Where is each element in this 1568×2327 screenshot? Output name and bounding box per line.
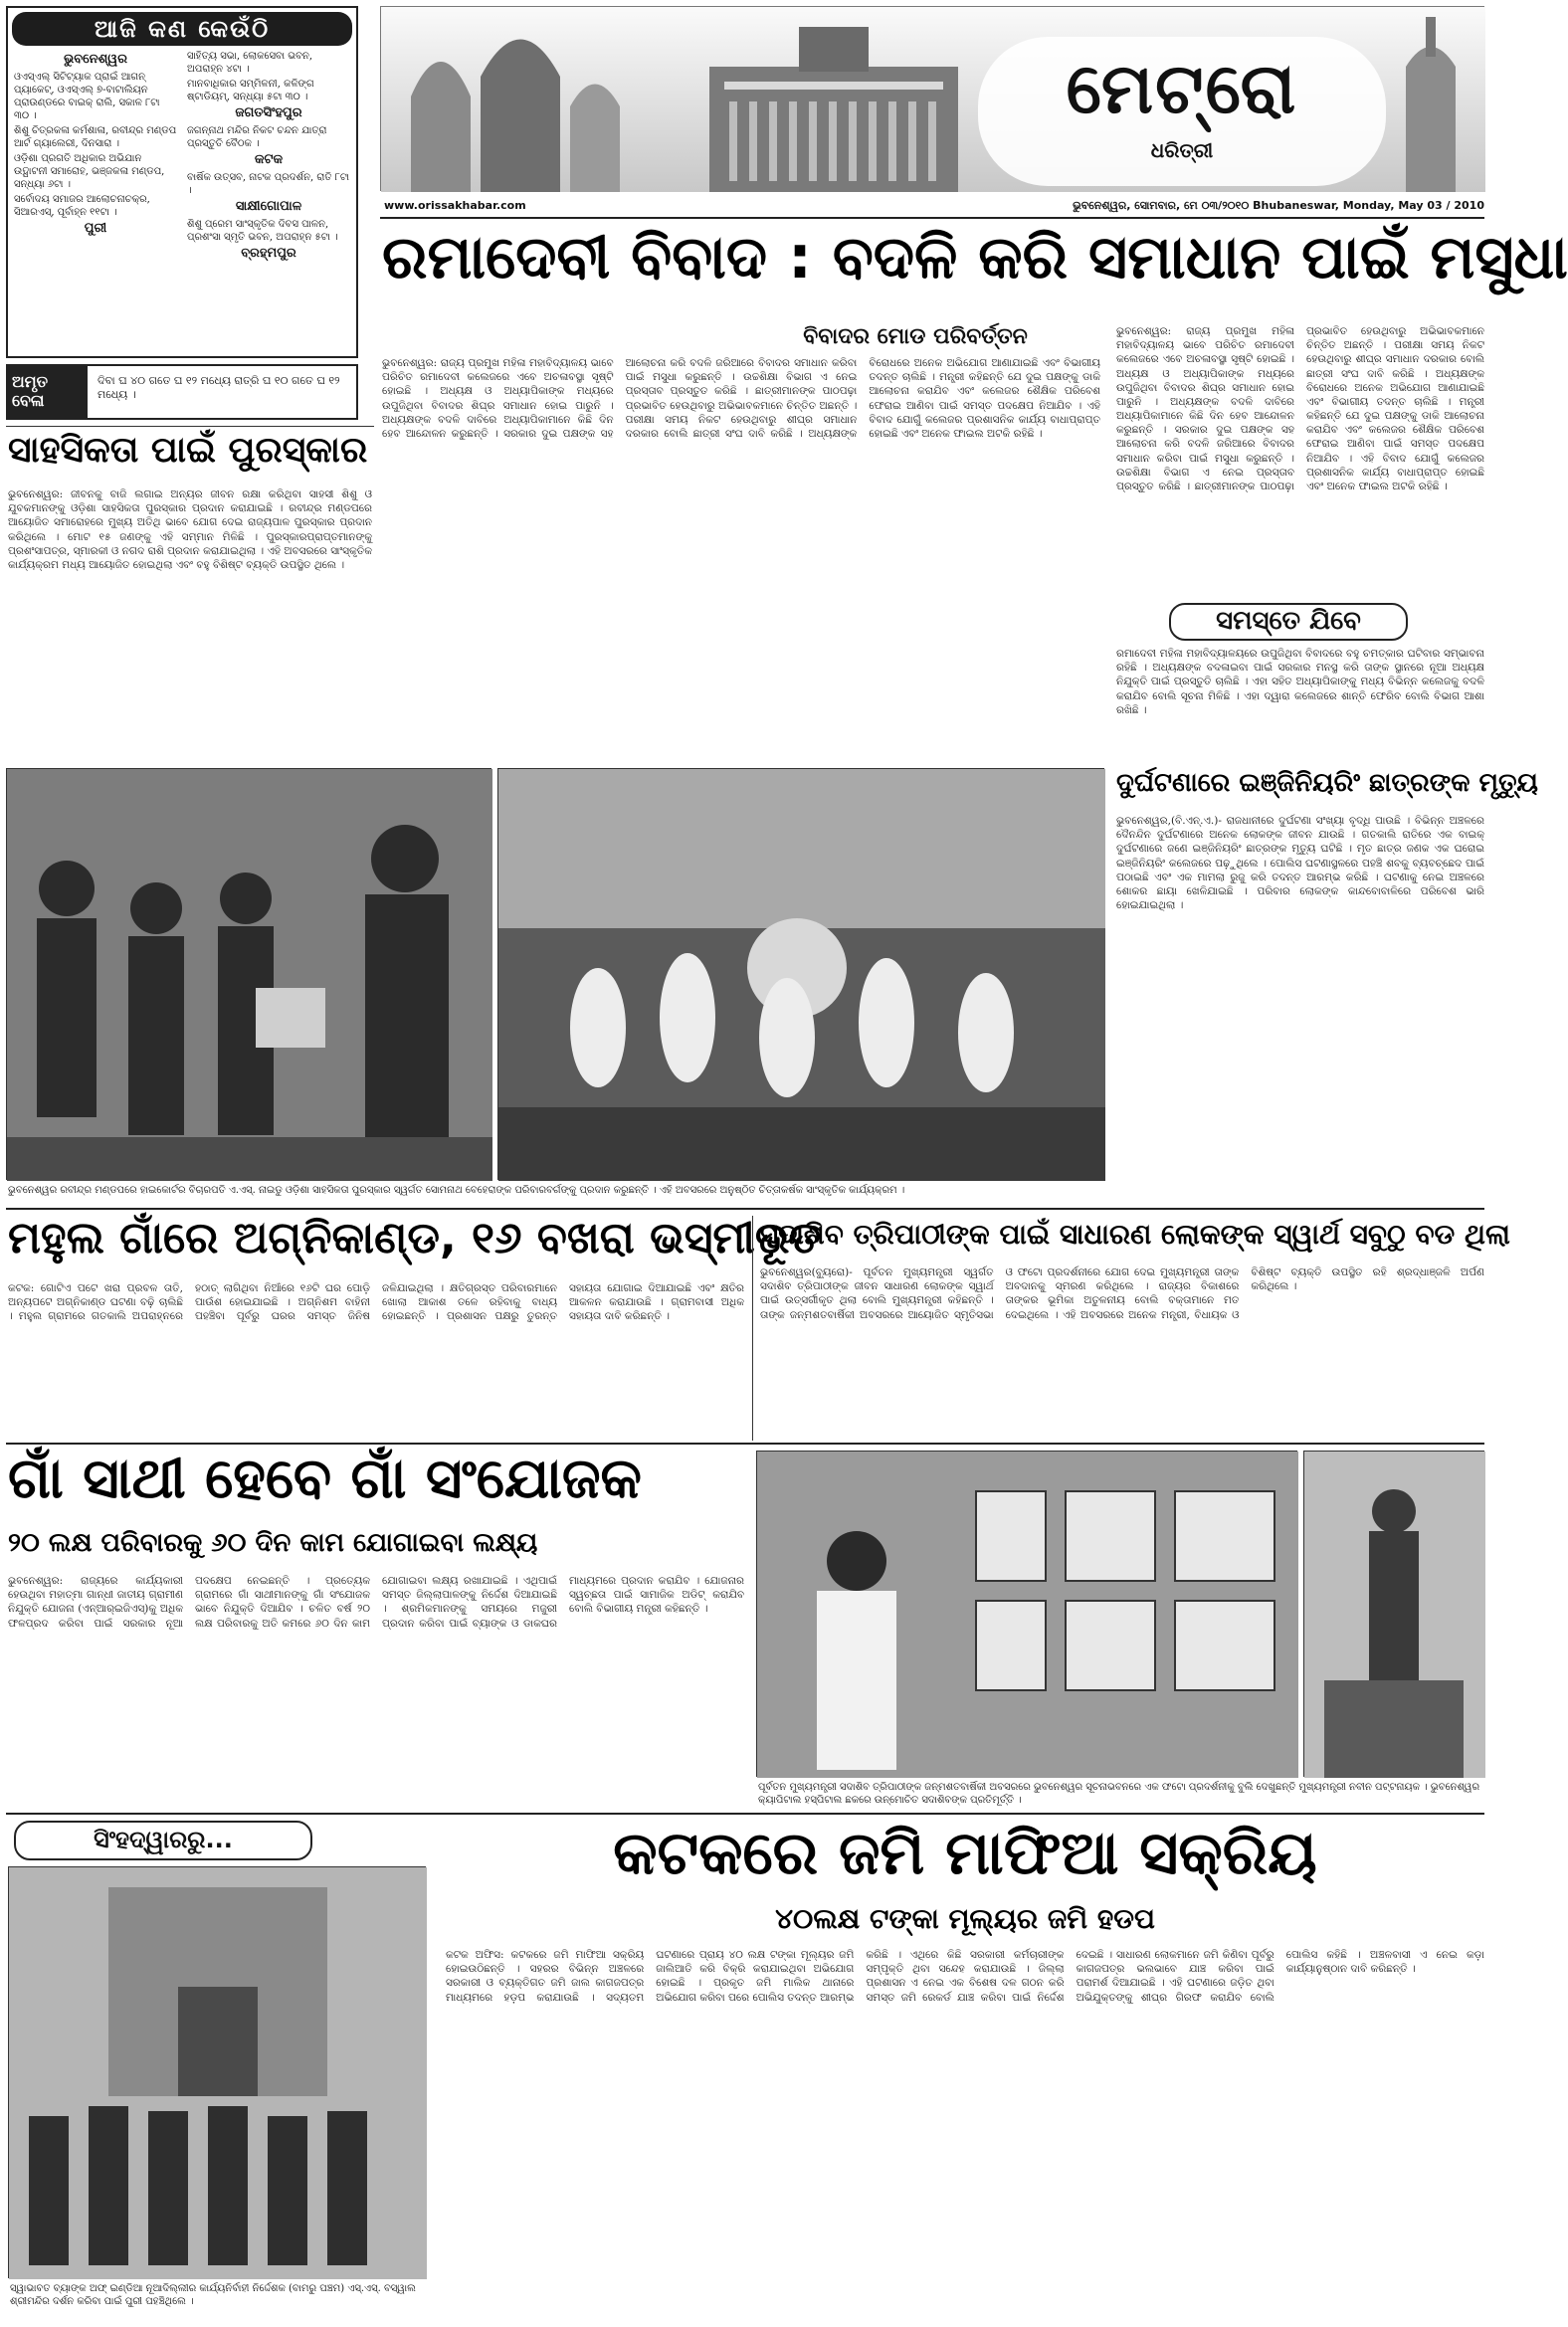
samaste-label: ସମସ୍ତେ ଯିବେ: [1169, 603, 1408, 641]
sahasikata-body: ଭୁବନେଶ୍ୱର: ଜୀବନକୁ ବାଜି ଲଗାଇ ଅନ୍ୟର ଜୀବନ ରକ୍ଷା କରିଥିବା ସାହସୀ ଶିଶୁ ଓ ଯୁବକମାନଙ୍କୁ ଓଡ଼ିଶା ସାହସିକତା ପୁରସ୍କାର ପ୍ରଦାନ କରାଯାଇଛି । ରବୀନ୍ଦ୍ର ମଣ୍ଡପରେ ଆୟୋଜିତ ସମାରୋହରେ ମୁଖ୍ୟ ଅତିଥି ଭାବେ ଯୋଗ ଦେଇ ରାଜ୍ୟପାଳ ପୁରସ୍କାର ପ୍ରଦାନ କରିଥିଲେ । ମୋଟ ୧୫ ଜଣଙ୍କୁ ଏହି ସମ୍ମାନ ମିଳିଛି । ପୁରସ୍କାରପ୍ରାପ୍ତମାନଙ୍କୁ ପ୍ରଶଂସାପତ୍ର, ସ୍ମାରକୀ ଓ ନଗଦ ରାଶି ପ୍ରଦାନ କରାଯାଇଥିଲା । ଏହି ଅବସରରେ ସାଂସ୍କୃତିକ କାର୍ଯ୍ୟକ୍ରମ ମଧ୍ୟ ଆୟୋଜିତ ହୋଇଥିଲା ଏବଂ ବହୁ ବିଶିଷ୍ଟ ବ୍ୟକ୍ତି ଉପସ୍ଥିତ ଥିଲେ ।: [8, 488, 372, 571]
event-item: ସର୍ବୋଦୟ ସମାଜର ଆଲୋଚନାଚକ୍ର, ସିଆରଏସ୍, ପୂର୍ବାହ୍ନ ୧୧ଟା ।: [14, 193, 150, 218]
mahula-headline: ମହୁଲ ଗାଁରେ ଅଗ୍ନିକାଣ୍ଡ, ୧୬ ବଖରା ଭସ୍ମୀଭୂତ: [8, 1213, 821, 1263]
sadashiv-headline: ସଦାଶିବ ତ୍ରିପାଠୀଙ୍କ ପାଇଁ ସାଧାରଣ ଲୋକଙ୍କ ସ୍ୱାର୍ଥ ସବୁଠୁ ବଡ ଥିଲା: [760, 1218, 1510, 1251]
divider: [6, 426, 374, 427]
cm-exhibition-photo: [756, 1451, 1297, 1777]
samaste-body: ରମାଦେବୀ ମହିଳା ମହାବିଦ୍ୟାଳୟରେ ଉପୁଜିଥିବା ବିବାଦରେ ବହୁ ଚମତ୍କାର ଘଟିବାର ସମ୍ଭାବନା ରହିଛି । ଅଧ୍ୟକ୍ଷଙ୍କ ବଦଳାଇବା ପାଇଁ ସରକାର ମନସ୍ଥ କରି ତାଙ୍କ ସ୍ଥାନରେ ନୂଆ ଅଧ୍ୟକ୍ଷ ନିଯୁକ୍ତି ପାଇଁ ପ୍ରସ୍ତୁତି ଚାଲିଛି । ଏହା ସହିତ ଅଧ୍ୟାପିକାଙ୍କୁ ମଧ୍ୟ ବିଭିନ୍ନ କଲେଜକୁ ବଦଳି କରାଯିବ ବୋଲି ସୂଚନା ମିଳିଛି । ଏହା ଦ୍ୱାରା କଲେଜରେ ଶାନ୍ତି ଫେରିବ ବୋଲି ବିଭାଗ ଆଶା ରଖିଛି ।: [1116, 648, 1484, 716]
singhadwara-photo: [8, 1866, 426, 2278]
cm-photo-caption: ପୂର୍ବତନ ମୁଖ୍ୟମନ୍ତ୍ରୀ ସଦାଶିବ ତ୍ରିପାଠୀଙ୍କ ଜନ୍ମଶତବାର୍ଷିକୀ ଅବସରରେ ଭୁବନେଶ୍ୱର ସୂଚନାଭବନରେ ଏକ ଫଟୋ ପ୍ରଦର୍ଶନୀକୁ ବୁଲି ଦେଖୁଛନ୍ତି ମୁଖ୍ୟମନ୍ତ୍ରୀ ନବୀନ ପଟ୍ଟନାୟକ । ଭୁବନେଶ୍ୱର କ୍ୟାପିଟାଲ ହସ୍ପିଟାଲ ଛକରେ ଉନ୍ମୋଚିତ ସଦାଶିବଙ୍କ ପ୍ରତିମୂର୍ତ୍ତି ।: [758, 1782, 1480, 1806]
mahula-body: କଟକ: ଗୋଟିଏ ପଟେ ଖରା ପ୍ରବଳ ତାତି, ଅନ୍ୟପଟେ ଅଗ୍ନିକାଣ୍ଡ ଘଟଣା ବଢ଼ି ଚାଲିଛି । ମହୁଲ ଗ୍ରାମରେ ଗତକାଲି ଅପରାହ୍ନରେ ହଠାତ୍ ଲାଗିଥିବା ନିଆଁରେ ୧୬ଟି ଘର ପୋଡ଼ି ପାଉଁଶ ହୋଇଯାଇଛି । ଅଗ୍ନିଶମ ବାହିନୀ ପହଞ୍ଚିବା ପୂର୍ବରୁ ଘରର ସମସ୍ତ ଜିନିଷ ଜଳିଯାଇଥିଲା । କ୍ଷତିଗ୍ରସ୍ତ ପରିବାରମାନେ ଖୋଲା ଆକାଶ ତଳେ ରହିବାକୁ ବାଧ୍ୟ ହୋଇଛନ୍ତି । ପ୍ରଶାସନ ପକ୍ଷରୁ ତୁରନ୍ତ ସହାୟତା ଯୋଗାଇ ଦିଆଯାଇଛି ଏବଂ କ୍ଷତିର ଆକଳନ କରାଯାଉଛି । ଗ୍ରାମବାସୀ ଅଧିକ ସହାୟତା ଦାବି କରିଛନ୍ତି ।: [8, 1282, 744, 1323]
divider: [6, 1813, 1484, 1815]
event-item: ଓଡ଼ିଶା ପ୍ରଗତି ଅଧିକାର ଅଭିଯାନ ଉଦ୍ଘାଟନୀ ସମାରୋହ, ଭଞ୍ଜକଳା ମଣ୍ଡପ, ସନ୍ଧ୍ୟା ୬ଟା ।: [14, 152, 165, 190]
singhadwara-caption: ସ୍ୱାଭାବତ ବ୍ୟାଙ୍କ ଅଫ୍ ଇଣ୍ଡିଆ ନୂଆଦିଲ୍ଲୀର କାର୍ଯ୍ୟନିର୍ବାହୀ ନିର୍ଦ୍ଦେଶକ (ବାମରୁ ପଞ୍ଚମ) ଏସ୍.ଏସ୍. ବସ୍ୱାଲ ଶ୍ରୀମନ୍ଦିର ଦର୍ଶନ କରିବା ପାଇଁ ପୁରୀ ପହଞ୍ଚିଥିଲେ ।: [10, 2283, 416, 2307]
amrita-vela-box: [6, 364, 358, 420]
singhadwara-label: ସିଂହଦ୍ୱାରରୁ...: [14, 1821, 312, 1860]
divider: [6, 1208, 1484, 1210]
city-heading: ଜଗତସିଂହପୁର: [235, 105, 302, 120]
city-heading: କଟକ: [254, 151, 284, 167]
accident-body: ଭୁବନେଶ୍ୱର,(ବି.ଏନ୍.ଏ.)- ରାଜଧାନୀରେ ଦୁର୍ଘଟଣା ସଂଖ୍ୟା ବୃଦ୍ଧି ପାଉଛି । ବିଭିନ୍ନ ଅଞ୍ଚଳରେ ଦୈନନ୍ଦିନ ଦୁର୍ଘଟଣାରେ ଅନେକ ଲୋକଙ୍କ ଜୀବନ ଯାଉଛି । ଗତକାଲି ରାତିରେ ଏକ ବାଇକ୍ ଦୁର୍ଘଟଣାରେ ଜଣେ ଇଞ୍ଜିନିୟରିଂ ଛାତ୍ରଙ୍କ ମୃତ୍ୟୁ ଘଟିଛି । ମୃତ ଛାତ୍ର ଜଣକ ଏକ ଘରୋଇ ଇଞ୍ଜିନିୟରିଂ କଲେଜରେ ପଢ଼ୁଥିଲେ । ପୋଲିସ ଘଟଣାସ୍ଥଳରେ ପହଞ୍ଚି ଶବକୁ ବ୍ୟବଚ୍ଛେଦ ପାଇଁ ପଠାଇଛି ଏବଂ ଏକ ମାମଲା ରୁଜୁ କରି ତଦନ୍ତ ଆରମ୍ଭ କରିଛି । ଘଟଣାକୁ ନେଇ ଅଞ୍ଚଳରେ ଶୋକର ଛାୟା ଖେଳିଯାଇଛି । ପରିବାର ଲୋକଙ୍କ କାନ୍ଦବୋବାଳିରେ ପରିବେଶ ଭାରି ହୋଇଯାଇଥିଲା ।: [1116, 815, 1484, 912]
amrita-vela-label: ଅମୃତ ବେଳା: [8, 366, 88, 418]
city-heading: ପୁରୀ: [84, 220, 107, 236]
event-item: ଶିଶୁ ପ୍ରେମ ସାଂସ୍କୃତିକ ଦିବସ ପାଳନ, ପ୍ରଶଂସା ସ୍ମୃତି ଭବନ, ଅପରାହ୍ନ ୫ଟା ।: [187, 218, 338, 243]
website-url[interactable]: www.orissakhabar.com: [384, 199, 526, 212]
events-title: ଆଜି କଣ କେଉଁଠି: [12, 12, 352, 46]
city-heading: ବ୍ରହ୍ମପୁର: [241, 245, 296, 261]
divider: [6, 1443, 1484, 1445]
event-item: ସାହିତ୍ୟ ସଭା, ଲୋକସେବା ଭବନ, ଅପରାହ୍ନ ୪ଟା ।: [187, 51, 313, 75]
exhibition-photo-icon: [757, 1452, 1298, 1778]
temple-photo-icon: [9, 1867, 427, 2279]
gaan-subhead: ୨୦ ଲକ୍ଷ ପରିବାରକୁ ୬୦ ଦିନ କାମ ଯୋଗାଇବା ଲକ୍ଷ୍ୟ: [8, 1528, 538, 1558]
dateline: ଭୁବନେଶ୍ୱର, ସୋମବାର, ମେ ୦୩/୨୦୧୦ Bhubaneswar, Monday, May 03 / 2010: [1073, 199, 1484, 212]
divider: [752, 1216, 753, 1441]
brand-subtitle: ଧରିତ୍ରୀ: [1150, 138, 1214, 162]
amrita-vela-text: ଦିବା ଘ ୪୦ ଗତେ ଘ ୧୨ ମଧ୍ୟେ ରାତ୍ରି ଘ ୧୦ ଗତେ ଘ ୧୨ ମଧ୍ୟେ ।: [98, 374, 340, 402]
lead-body: ଭୁବନେଶ୍ୱର: ରାଜ୍ୟ ପ୍ରମୁଖ ମହିଳା ମହାବିଦ୍ୟାଳୟ ଭାବେ ପରିଚିତ ରମାଦେବୀ କଲେଜରେ ଏବେ ଅଚଳାବସ୍ଥା ସୃଷ୍ଟି ହୋଇଛି । ଅଧ୍ୟକ୍ଷ ଓ ଅଧ୍ୟାପିକାଙ୍କ ମଧ୍ୟରେ ଉପୁଜିଥିବା ବିବାଦର ଶିଘ୍ର ସମାଧାନ ହୋଇ ପାରୁନି । ଅଧ୍ୟକ୍ଷଙ୍କ ବଦଳି ଦାବିରେ ଅଧ୍ୟାପିକାମାନେ କିଛି ଦିନ ହେବ ଆନ୍ଦୋଳନ କରୁଛନ୍ତି । ସରକାର ଦୁଇ ପକ୍ଷଙ୍କ ସହ ଆଲୋଚନା କରି ବଦଳି ଜରିଆରେ ବିବାଦର ସମାଧାନ କରିବା ପାଇଁ ମସୁଧା କରୁଛନ୍ତି । ଉଚ୍ଚଶିକ୍ଷା ବିଭାଗ ଏ ନେଇ ପ୍ରସ୍ତାବ ପ୍ରସ୍ତୁତ କରିଛି । ଛାତ୍ରୀମାନଙ୍କ ପାଠପଢ଼ା ପ୍ରଭାବିତ ହେଉଥିବାରୁ ଅଭିଭାବକମାନେ ଚିନ୍ତିତ ଅଛନ୍ତି । ପରୀକ୍ଷା ସମୟ ନିକଟ ହେଉଥିବାରୁ ଶୀଘ୍ର ସମାଧାନ ଦରକାର ବୋଲି ଛାତ୍ରୀ ସଂଘ ଦାବି କରିଛି । ଅଧ୍ୟକ୍ଷଙ୍କ ବିରୋଧରେ ଅନେକ ଅଭିଯୋଗ ଆଣାଯାଇଛି ଏବଂ ବିଭାଗୀୟ ତଦନ୍ତ ଚାଲିଛି । ମନ୍ତ୍ରୀ କହିଛନ୍ତି ଯେ ଦୁଇ ପକ୍ଷଙ୍କୁ ଡାକି ଆଲୋଚନା କରାଯିବ ଏବଂ କଲେଜର ଶୈକ୍ଷିକ ପରିବେଶ ଫେରାଇ ଆଣିବା ପାଇଁ ସମସ୍ତ ପଦକ୍ଷେପ ନିଆଯିବ । ଏହି ବିବାଦ ଯୋଗୁଁ କଲେଜର ପ୍ରଶାସନିକ କାର୍ଯ୍ୟ ବାଧାପ୍ରାପ୍ତ ହୋଇଛି ଏବଂ ଅନେକ ଫାଇଲ ଅଟକି ରହିଛି ।: [382, 357, 1100, 440]
statue-photo-icon: [1304, 1452, 1485, 1778]
award-photo-caption: ଭୁବନେଶ୍ୱର ରବୀନ୍ଦ୍ର ମଣ୍ଡପରେ ହାଇକୋର୍ଟର ବିଚାରପତି ଏ.ଏସ୍. ନାଇଡୁ ଓଡ଼ିଶା ସାହସିକତା ପୁରସ୍କାର ସ୍ୱର୍ଗତ ସୋମନାଥ ବେହେରାଙ୍କ ପରିବାରବର୍ଗଙ୍କୁ ପ୍ରଦାନ କରୁଛନ୍ତି । ଏହି ଅବସରରେ ଅନୁଷ୍ଠିତ ଚିତ୍ତାକର୍ଷକ ସାଂସ୍କୃତିକ କାର୍ଯ୍ୟକ୍ରମ ।: [8, 1185, 905, 1196]
people-photo-icon: [7, 769, 492, 1181]
events-list: [8, 50, 356, 263]
dance-photo-icon: [498, 769, 1105, 1181]
gaan-headline: ଗାଁ ସାଥୀ ହେବେ ଗାଁ ସଂଯୋଜକ: [8, 1447, 642, 1511]
divider: [380, 217, 1484, 219]
event-item: ବାର୍ଷିକ ଉତ୍ସବ, ନାଟକ ପ୍ରଦର୍ଶନ, ରାତି ୮ଟା ।: [187, 171, 350, 196]
dance-photo: [497, 768, 1104, 1180]
event-item: ଶିଶୁ ଚିତ୍ରକଳା କର୍ମଶାଳା, ରବୀନ୍ଦ୍ର ମଣ୍ଡପ ଆର୍ଟ ଗ୍ୟାଲେରୀ, ଦିନସାରା ।: [14, 124, 177, 149]
event-item: ଜଗନ୍ନାଥ ମନ୍ଦିର ନିକଟ ଚନ୍ଦନ ଯାତ୍ରା ପ୍ରସ୍ତୁତି ବୈଠକ ।: [187, 124, 327, 149]
brand-logo: ମେଟ୍ରୋ: [1066, 47, 1298, 129]
event-item: ଓଏସ୍‌ଏଲ୍‌ ସିଟିଟ୍ୟାକ ପ୍ରାଇଁ ଆଗନ୍ ପ୍ୟାକେଟ୍, ଓଏସ୍‌ଏଲ୍ ୭-ବାଟାଲିୟନ ପ୍ରାଉଣ୍ଡରେ ବାଇକ୍ ରାଲି, ସକାଳ ୮ଟା ୩୦ ।: [14, 71, 160, 121]
lead-headline: ରମାଦେବୀ ବିବାଦ : ବଦଳି କରି ସମାଧାନ ପାଇଁ ମସୁଧା: [382, 223, 1568, 292]
award-photo-left: [6, 768, 491, 1180]
cuttack-subhead: ୪୦ଲକ୍ଷ ଟଙ୍କା ମୂଲ୍ୟର ଜମି ହଡପ: [775, 1902, 1155, 1935]
masthead: [380, 6, 1484, 191]
lead-subhead: ବିବାଦର ମୋଡ ପରିବର୍ତ୍ତନ: [803, 324, 1028, 349]
gaan-body: ଭୁବନେଶ୍ୱର: ରାଜ୍ୟରେ କାର୍ଯ୍ୟକାରୀ ହେଉଥିବା ମହାତ୍ମା ଗାନ୍ଧୀ ଜାତୀୟ ଗ୍ରାମୀଣ ନିଯୁକ୍ତି ଯୋଜନା (ଏନ୍‌ଆର୍‌ଇଜିଏସ୍)କୁ ଅଧିକ ଫଳପ୍ରଦ କରିବା ପାଇଁ ସରକାର ନୂଆ ପଦକ୍ଷେପ ନେଇଛନ୍ତି । ପ୍ରତ୍ୟେକ ଗ୍ରାମରେ ଗାଁ ସାଥୀମାନଙ୍କୁ ଗାଁ ସଂଯୋଜକ ଭାବେ ନିଯୁକ୍ତି ଦିଆଯିବ । ଚଳିତ ବର୍ଷ ୨୦ ଲକ୍ଷ ପରିବାରକୁ ଅତି କମରେ ୬୦ ଦିନ କାମ ଯୋଗାଇବା ଲକ୍ଷ୍ୟ ରଖାଯାଇଛି । ଏଥିପାଇଁ ସମସ୍ତ ଜିଲ୍ଲାପାଳଙ୍କୁ ନିର୍ଦ୍ଦେଶ ଦିଆଯାଇଛି । ଶ୍ରମିକମାନଙ୍କୁ ସମୟରେ ମଜୁରୀ ପ୍ରଦାନ କରିବା ପାଇଁ ବ୍ୟାଙ୍କ ଓ ଡାକଘର ମାଧ୍ୟମରେ ପ୍ରଦାନ କରାଯିବ । ଯୋଜନାର ସ୍ୱଚ୍ଛତା ପାଇଁ ସାମାଜିକ ଅଡିଟ୍ କରାଯିବ ବୋଲି ବିଭାଗୀୟ ମନ୍ତ୍ରୀ କହିଛନ୍ତି ।: [8, 1575, 744, 1630]
lead-body-right: ଭୁବନେଶ୍ୱର: ରାଜ୍ୟ ପ୍ରମୁଖ ମହିଳା ମହାବିଦ୍ୟାଳୟ ଭାବେ ପରିଚିତ ରମାଦେବୀ କଲେଜରେ ଏବେ ଅଚଳାବସ୍ଥା ସୃଷ୍ଟି ହୋଇଛି । ଅଧ୍ୟକ୍ଷ ଓ ଅଧ୍ୟାପିକାଙ୍କ ମଧ୍ୟରେ ଉପୁଜିଥିବା ବିବାଦର ଶିଘ୍ର ସମାଧାନ ହୋଇ ପାରୁନି । ଅଧ୍ୟକ୍ଷଙ୍କ ବଦଳି ଦାବିରେ ଅଧ୍ୟାପିକାମାନେ କିଛି ଦିନ ହେବ ଆନ୍ଦୋଳନ କରୁଛନ୍ତି । ସରକାର ଦୁଇ ପକ୍ଷଙ୍କ ସହ ଆଲୋଚନା କରି ବଦଳି ଜରିଆରେ ବିବାଦର ସମାଧାନ କରିବା ପାଇଁ ମସୁଧା କରୁଛନ୍ତି । ଉଚ୍ଚଶିକ୍ଷା ବିଭାଗ ଏ ନେଇ ପ୍ରସ୍ତାବ ପ୍ରସ୍ତୁତ କରିଛି । ଛାତ୍ରୀମାନଙ୍କ ପାଠପଢ଼ା ପ୍ରଭାବିତ ହେଉଥିବାରୁ ଅଭିଭାବକମାନେ ଚିନ୍ତିତ ଅଛନ୍ତି । ପରୀକ୍ଷା ସମୟ ନିକଟ ହେଉଥିବାରୁ ଶୀଘ୍ର ସମାଧାନ ଦରକାର ବୋଲି ଛାତ୍ରୀ ସଂଘ ଦାବି କରିଛି । ଅଧ୍ୟକ୍ଷଙ୍କ ବିରୋଧରେ ଅନେକ ଅଭିଯୋଗ ଆଣାଯାଇଛି ଏବଂ ବିଭାଗୀୟ ତଦନ୍ତ ଚାଲିଛି । ମନ୍ତ୍ରୀ କହିଛନ୍ତି ଯେ ଦୁଇ ପକ୍ଷଙ୍କୁ ଡାକି ଆଲୋଚନା କରାଯିବ ଏବଂ କଲେଜର ଶୈକ୍ଷିକ ପରିବେଶ ଫେରାଇ ଆଣିବା ପାଇଁ ସମସ୍ତ ପଦକ୍ଷେପ ନିଆଯିବ । ଏହି ବିବାଦ ଯୋଗୁଁ କଲେଜର ପ୍ରଶାସନିକ କାର୍ଯ୍ୟ ବାଧାପ୍ରାପ୍ତ ହୋଇଛି ଏବଂ ଅନେକ ଫାଇଲ ଅଟକି ରହିଛି ।: [1116, 325, 1484, 492]
cuttack-body: କଟକ ଅଫିସ: କଟକରେ ଜମି ମାଫିଆ ସକ୍ରିୟ ହୋଇଉଠିଛନ୍ତି । ସହରର ବିଭିନ୍ନ ଅଞ୍ଚଳରେ ସରକାରୀ ଓ ବ୍ୟକ୍ତିଗତ ଜମି ଜାଲ କାଗଜପତ୍ର ମାଧ୍ୟମରେ ହଡ଼ପ କରାଯାଉଛି । ସଦ୍ୟତମ ଘଟଣାରେ ପ୍ରାୟ ୪୦ ଲକ୍ଷ ଟଙ୍କା ମୂଲ୍ୟର ଜମି ଜାଲିଆତି କରି ବିକ୍ରି କରାଯାଇଥିବା ଅଭିଯୋଗ ହୋଇଛି । ପ୍ରକୃତ ଜମି ମାଲିକ ଥାନାରେ ଅଭିଯୋଗ କରିବା ପରେ ପୋଲିସ ତଦନ୍ତ ଆରମ୍ଭ କରିଛି । ଏଥିରେ କିଛି ସରକାରୀ କର୍ମଚାରୀଙ୍କ ସମ୍ପୃକ୍ତି ଥିବା ସନ୍ଦେହ କରାଯାଉଛି । ଜିଲ୍ଲା ପ୍ରଶାସନ ଏ ନେଇ ଏକ ବିଶେଷ ଦଳ ଗଠନ କରି ସମସ୍ତ ଜମି ରେକର୍ଡ ଯାଞ୍ଚ କରିବା ପାଇଁ ନିର୍ଦ୍ଦେଶ ଦେଇଛି । ସାଧାରଣ ଲୋକମାନେ ଜମି କିଣିବା ପୂର୍ବରୁ କାଗଜପତ୍ର ଭଲଭାବେ ଯାଞ୍ଚ କରିବା ପାଇଁ ପରାମର୍ଶ ଦିଆଯାଇଛି । ଏହି ଘଟଣାରେ ଜଡ଼ିତ ଥିବା ଅଭିଯୁକ୍ତଙ୍କୁ ଶୀଘ୍ର ଗିରଫ କରାଯିବ ବୋଲି ପୋଲିସ କହିଛି । ଅଞ୍ଚଳବାସୀ ଏ ନେଇ କଡ଼ା କାର୍ଯ୍ୟାନୁଷ୍ଠାନ ଦାବି କରିଛନ୍ତି ।: [446, 1949, 1484, 2004]
city-heading: ସାକ୍ଷୀଗୋପାଳ: [235, 198, 302, 214]
sahasikata-headline: ସାହସିକତା ପାଇଁ ପୁରସ୍କାର: [8, 430, 368, 471]
cuttack-headline: କଟକରେ ଜମି ମାଫିଆ ସକ୍ରିୟ: [613, 1819, 1317, 1888]
city-heading: ଭୁବନେଶ୍ୱର: [64, 52, 127, 67]
event-item: ମାନବାଧିକାର ସମ୍ମିଳନୀ, କଳିଙ୍ଗ ଷ୍ଟାଡିୟମ୍, ସନ୍ଧ୍ୟା ୫ଟା ୩୦ ।: [187, 79, 314, 102]
events-box: [6, 6, 358, 358]
statue-photo: [1303, 1451, 1484, 1777]
accident-headline: ଦୁର୍ଘଟଣାରେ ଇଞ୍ଜିନିୟରିଂ ଛାତ୍ରଙ୍କ ମୃତ୍ୟୁ: [1116, 768, 1538, 798]
sadashiv-body: ଭୁବନେଶ୍ୱର(ବ୍ୟୁରୋ)- ପୂର୍ବତନ ମୁଖ୍ୟମନ୍ତ୍ରୀ ସ୍ୱର୍ଗତ ସଦାଶିବ ତ୍ରିପାଠୀଙ୍କ ଜୀବନ ସାଧାରଣ ଲୋକଙ୍କ ସ୍ୱାର୍ଥ ପାଇଁ ଉତ୍ସର୍ଗୀକୃତ ଥିଲା ବୋଲି ମୁଖ୍ୟମନ୍ତ୍ରୀ କହିଛନ୍ତି । ତାଙ୍କ ଜନ୍ମଶତବାର୍ଷିକୀ ଅବସରରେ ଆୟୋଜିତ ସ୍ମୃତିସଭା ଓ ଫଟୋ ପ୍ରଦର୍ଶନୀରେ ଯୋଗ ଦେଇ ମୁଖ୍ୟମନ୍ତ୍ରୀ ତାଙ୍କ ଅବଦାନକୁ ସ୍ମରଣ କରିଥିଲେ । ରାଜ୍ୟର ବିକାଶରେ ତାଙ୍କର ଭୂମିକା ଅତୁଳନୀୟ ବୋଲି ବକ୍ତାମାନେ ମତ ଦେଇଥିଲେ । ଏହି ଅବସରରେ ଅନେକ ମନ୍ତ୍ରୀ, ବିଧାୟକ ଓ ବିଶିଷ୍ଟ ବ୍ୟକ୍ତି ଉପସ୍ଥିତ ରହି ଶ୍ରଦ୍ଧାଞ୍ଜଳି ଅର୍ପଣ କରିଥିଲେ ।: [760, 1266, 1484, 1321]
